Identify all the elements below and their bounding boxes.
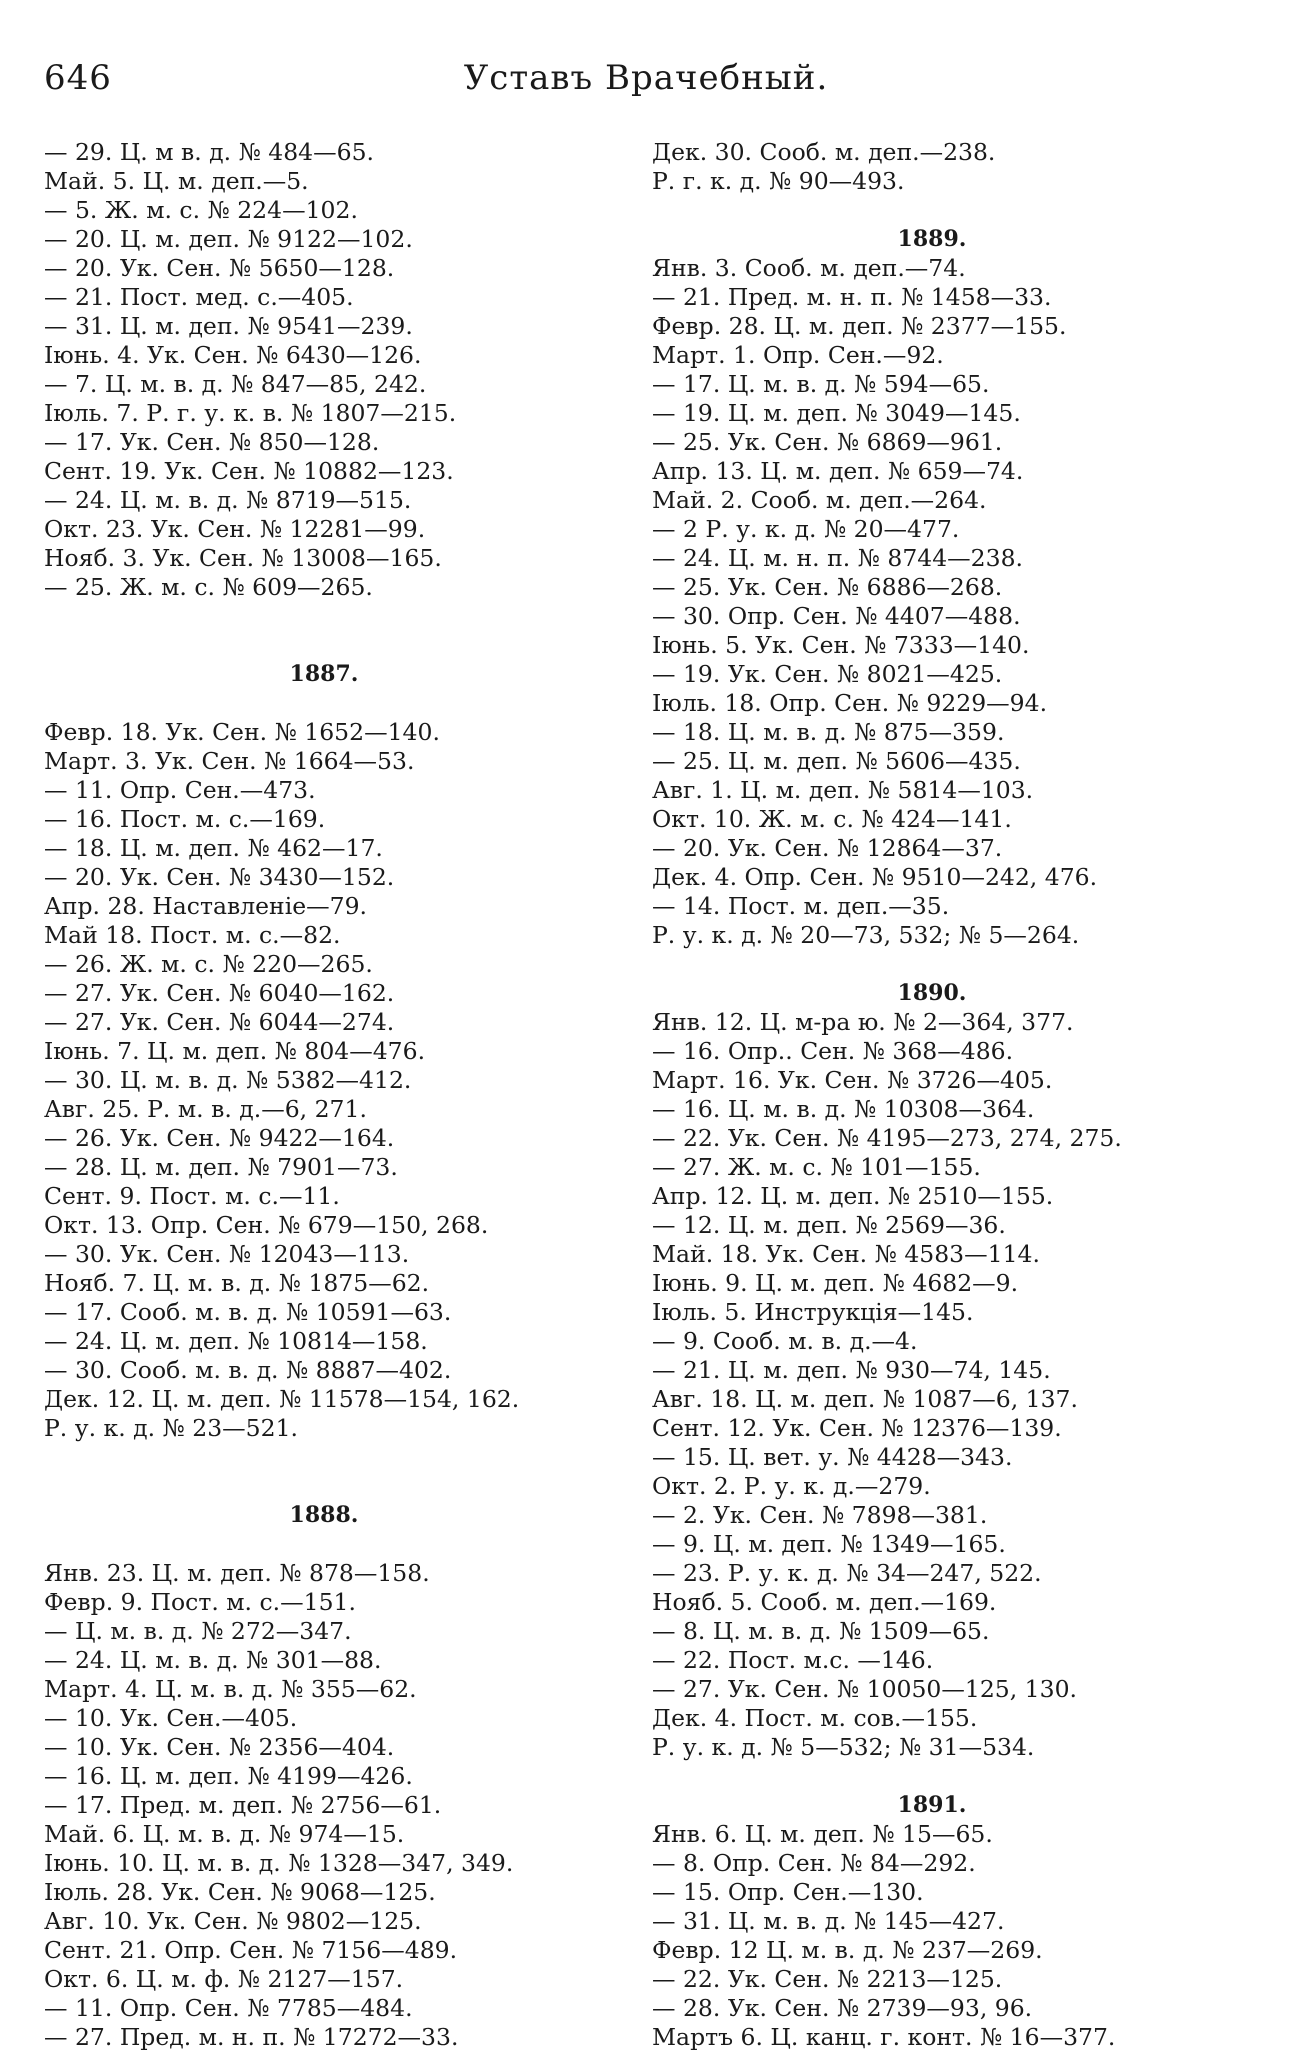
entry-line: Апр. 28. Наставленіе—79. [44,892,367,920]
entry-line: Іюль. 28. Ук. Сен. № 9068—125. [44,1878,436,1906]
entry-line: — 27. Ук. Сен. № 6044—274. [44,1008,395,1036]
entry-line: Р. г. к. д. № 90—493. [652,167,905,195]
entry-line: Окт. 13. Опр. Сен. № 679—150, 268. [44,1211,489,1239]
entry-line: — 17. Ц. м. в. д. № 594—65. [652,370,990,398]
entry-line: Нояб. 3. Ук. Сен. № 13008—165. [44,544,442,572]
page-number: 646 [44,58,112,98]
right-column [652,138,1272,2052]
entry-line: — 19. Ук. Сен. № 8021—425. [652,660,1003,688]
entry-line: — 30. Ц. м. в. д. № 5382—412. [44,1066,412,1094]
entry-line: Іюль. 5. Инструкція—145. [652,1298,974,1326]
entry-line: — 27. Ж. м. с. № 101—155. [652,1153,981,1181]
entry-line: — 18. Ц. м. деп. № 462—17. [44,834,383,862]
entry-line: — 25. Ук. Сен. № 6886—268. [652,573,1003,601]
entry-line: Авг. 18. Ц. м. деп. № 1087—6, 137. [652,1385,1078,1413]
entry-line: — 22. Пост. м.с. —146. [652,1646,934,1674]
entry-line: — 30. Опр. Сен. № 4407—488. [652,602,1021,630]
entry-line: — 31. Ц. м. деп. № 9541—239. [44,312,413,340]
entry-line: Дек. 30. Сооб. м. деп.—238. [652,138,996,166]
entry-line: Янв. 3. Сооб. м. деп.—74. [652,254,966,282]
year-heading: 1887. [289,661,359,687]
entry-line: Май. 18. Ук. Сен. № 4583—114. [652,1240,1040,1268]
entry-line: Май 18. Пост. м. с.—82. [44,921,341,949]
entry-line: — 26. Ук. Сен. № 9422—164. [44,1124,395,1152]
entry-line: Март. 16. Ук. Сен. № 3726—405. [652,1066,1053,1094]
year-heading: 1890. [897,980,967,1006]
entry-line: — 21. Пост. мед. с.—405. [44,283,354,311]
entry-line: Февр. 12 Ц. м. в. д. № 237—269. [652,1936,1043,1964]
entry-line: — 30. Ук. Сен. № 12043—113. [44,1240,410,1268]
entry-line: Сент. 21. Опр. Сен. № 7156—489. [44,1936,458,1964]
entry-line: — 2. Ук. Сен. № 7898—381. [652,1501,988,1529]
entry-line: — 16. Ц. м. в. д. № 10308—364. [652,1095,1035,1123]
entry-line: Май. 2. Сооб. м. деп.—264. [652,486,987,514]
entry-line: Іюнь. 10. Ц. м. в. д. № 1328—347, 349. [44,1849,514,1877]
year-heading: 1891. [897,1792,967,1818]
entry-line: Р. у. к. д. № 23—521. [44,1414,298,1442]
entry-line: Окт. 10. Ж. м. с. № 424—141. [652,805,1012,833]
entry-line: Февр. 18. Ук. Сен. № 1652—140. [44,718,440,746]
entry-line: — 18. Ц. м. в. д. № 875—359. [652,718,1005,746]
entry-line: Сент. 19. Ук. Сен. № 10882—123. [44,457,454,485]
entry-line: Янв. 23. Ц. м. деп. № 878—158. [44,1559,430,1587]
entry-line: — 24. Ц. м. в. д. № 301—88. [44,1646,382,1674]
entry-line: — 8. Ц. м. в. д. № 1509—65. [652,1617,990,1645]
entry-line: Іюнь. 9. Ц. м. деп. № 4682—9. [652,1269,1019,1297]
blank-line [652,196,1272,225]
entry-line: Нояб. 7. Ц. м. в. д. № 1875—62. [44,1269,430,1297]
entry-line: — 24. Ц. м. деп. № 10814—158. [44,1327,428,1355]
entry-line: Апр. 13. Ц. м. деп. № 659—74. [652,457,1024,485]
entry-line: Февр. 9. Пост. м. с.—151. [44,1588,356,1616]
entry-line: — 8. Опр. Сен. № 84—292. [652,1849,976,1877]
entry-line: — 10. Ук. Сен.—405. [44,1704,298,1732]
entry-line: Дек. 4. Пост. м. сов.—155. [652,1704,978,1732]
entry-line: Р. у. к. д. № 5—532; № 31—534. [652,1733,1035,1761]
entry-line: — 24. Ц. м. н. п. № 8744—238. [652,544,1024,572]
entry-line: — 16. Пост. м. с.—169. [44,805,326,833]
entry-line: Іюнь. 7. Ц. м. деп. № 804—476. [44,1037,426,1065]
entry-line: — 17. Ук. Сен. № 850—128. [44,428,380,456]
entry-line: — 23. Р. у. к. д. № 34—247, 522. [652,1559,1042,1587]
blank-line [652,950,1272,979]
entry-line: — 15. Опр. Сен.—130. [652,1878,924,1906]
entry-line: — 20. Ук. Сен. № 5650—128. [44,254,395,282]
entry-line: Іюнь. 5. Ук. Сен. № 7333—140. [652,631,1030,659]
entry-line: Сент. 9. Пост. м. с.—11. [44,1182,340,1210]
entry-line: — 10. Ук. Сен. № 2356—404. [44,1733,395,1761]
entry-line: — 16. Ц. м. деп. № 4199—426. [44,1762,413,1790]
entry-line: — 25. Ц. м. деп. № 5606—435. [652,747,1021,775]
entry-line: — 25. Ук. Сен. № 6869—961. [652,428,1003,456]
entry-line: Февр. 28. Ц. м. деп. № 2377—155. [652,312,1067,340]
entry-line: — 27. Ук. Сен. № 10050—125, 130. [652,1675,1077,1703]
entry-line: — 30. Сооб. м. в. д. № 8887—402. [44,1356,452,1384]
entry-line: — 17. Сооб. м. в. д. № 10591—63. [44,1298,452,1326]
entry-line: Авг. 1. Ц. м. деп. № 5814—103. [652,776,1034,804]
entry-line: Окт. 2. Р. у. к. д.—279. [652,1472,931,1500]
entry-line: — Ц. м. в. д. № 272—347. [44,1617,352,1645]
entry-line: Май. 6. Ц. м. в. д. № 974—15. [44,1820,405,1848]
entry-line: — 20. Ц. м. деп. № 9122—102. [44,225,413,253]
entry-line: — 12. Ц. м. деп. № 2569—36. [652,1211,1006,1239]
entry-line: Іюль. 7. Р. г. у. к. в. № 1807—215. [44,399,457,427]
entry-line: Апр. 12. Ц. м. деп. № 2510—155. [652,1182,1054,1210]
entry-line: — 21. Пред. м. н. п. № 1458—33. [652,283,1052,311]
blank-line [44,602,644,631]
entry-line: — 7. Ц. м. в. д. № 847—85, 242. [44,370,427,398]
entry-line: — 28. Ук. Сен. № 2739—93, 96. [652,1994,1033,2022]
entry-line: — 5. Ж. м. с. № 224—102. [44,196,358,224]
entry-line: — 25. Ж. м. с. № 609—265. [44,573,373,601]
entry-line: Сент. 12. Ук. Сен. № 12376—139. [652,1414,1062,1442]
blank-line [44,1530,644,1559]
entry-line: — 17. Пред. м. деп. № 2756—61. [44,1791,442,1819]
entry-line: — 27. Ук. Сен. № 6040—162. [44,979,395,1007]
entry-line: — 29. Ц. м в. д. № 484—65. [44,138,375,166]
blank-line [44,689,644,718]
entry-line: Нояб. 5. Сооб. м. деп.—169. [652,1588,997,1616]
entry-line: Окт. 23. Ук. Сен. № 12281—99. [44,515,426,543]
entry-line: Дек. 4. Опр. Сен. № 9510—242, 476. [652,863,1098,891]
entry-line: Март. 4. Ц. м. в. д. № 355—62. [44,1675,417,1703]
entry-line: Март. 3. Ук. Сен. № 1664—53. [44,747,415,775]
left-column [44,138,644,2052]
running-title: Уставъ Врачебный. [463,58,829,98]
entry-line: — 11. Опр. Сен.—473. [44,776,316,804]
entry-line: Р. у. к. д. № 20—73, 532; № 5—264. [652,921,1080,949]
entry-line: — 28. Ц. м. деп. № 7901—73. [44,1153,398,1181]
entry-line: — 11. Опр. Сен. № 7785—484. [44,1994,413,2022]
year-heading: 1888. [289,1502,359,1528]
entry-line: Янв. 6. Ц. м. деп. № 15—65. [652,1820,993,1848]
entry-line: — 19. Ц. м. деп. № 3049—145. [652,399,1021,427]
entry-line: — 22. Ук. Сен. № 2213—125. [652,1965,1003,1993]
entry-line: — 15. Ц. вет. у. № 4428—343. [652,1443,1013,1471]
entry-line: — 27. Пред. м. н. п. № 17272—33. [44,2023,459,2051]
entry-line: — 9. Сооб. м. в. д.—4. [652,1327,918,1355]
entry-line: Іюнь. 4. Ук. Сен. № 6430—126. [44,341,422,369]
entry-line: — 26. Ж. м. с. № 220—265. [44,950,373,978]
entry-line: Окт. 6. Ц. м. ф. № 2127—157. [44,1965,404,1993]
entry-line: — 31. Ц. м. в. д. № 145—427. [652,1907,1005,1935]
blank-line [652,1762,1272,1791]
entry-line: — 20. Ук. Сен. № 3430—152. [44,863,395,891]
blank-line [44,1472,644,1501]
entry-line: Авг. 25. Р. м. в. д.—6, 271. [44,1095,367,1123]
entry-line: — 22. Ук. Сен. № 4195—273, 274, 275. [652,1124,1122,1152]
entry-line: Дек. 12. Ц. м. деп. № 11578—154, 162. [44,1385,520,1413]
entry-line: — 20. Ук. Сен. № 12864—37. [652,834,1003,862]
entry-line: — 9. Ц. м. деп. № 1349—165. [652,1530,1006,1558]
entry-line: — 16. Опр.. Сен. № 368—486. [652,1037,1014,1065]
entry-line: Май. 5. Ц. м. деп.—5. [44,167,309,195]
entry-line: Авг. 10. Ук. Сен. № 9802—125. [44,1907,422,1935]
entry-line: — 14. Пост. м. деп.—35. [652,892,950,920]
entry-line: Янв. 12. Ц. м-ра ю. № 2—364, 377. [652,1008,1074,1036]
blank-line [44,631,644,660]
entry-line: Март. 1. Опр. Сен.—92. [652,341,944,369]
blank-line [44,1443,644,1472]
entry-line: — 24. Ц. м. в. д. № 8719—515. [44,486,412,514]
entry-line: Іюль. 18. Опр. Сен. № 9229—94. [652,689,1048,717]
entry-line: — 2 Р. у. к. д. № 20—477. [652,515,960,543]
entry-line: — 21. Ц. м. деп. № 930—74, 145. [652,1356,1051,1384]
entry-line: Мартъ 6. Ц. канц. г. конт. № 16—377. [652,2023,1116,2051]
year-heading: 1889. [897,226,967,252]
